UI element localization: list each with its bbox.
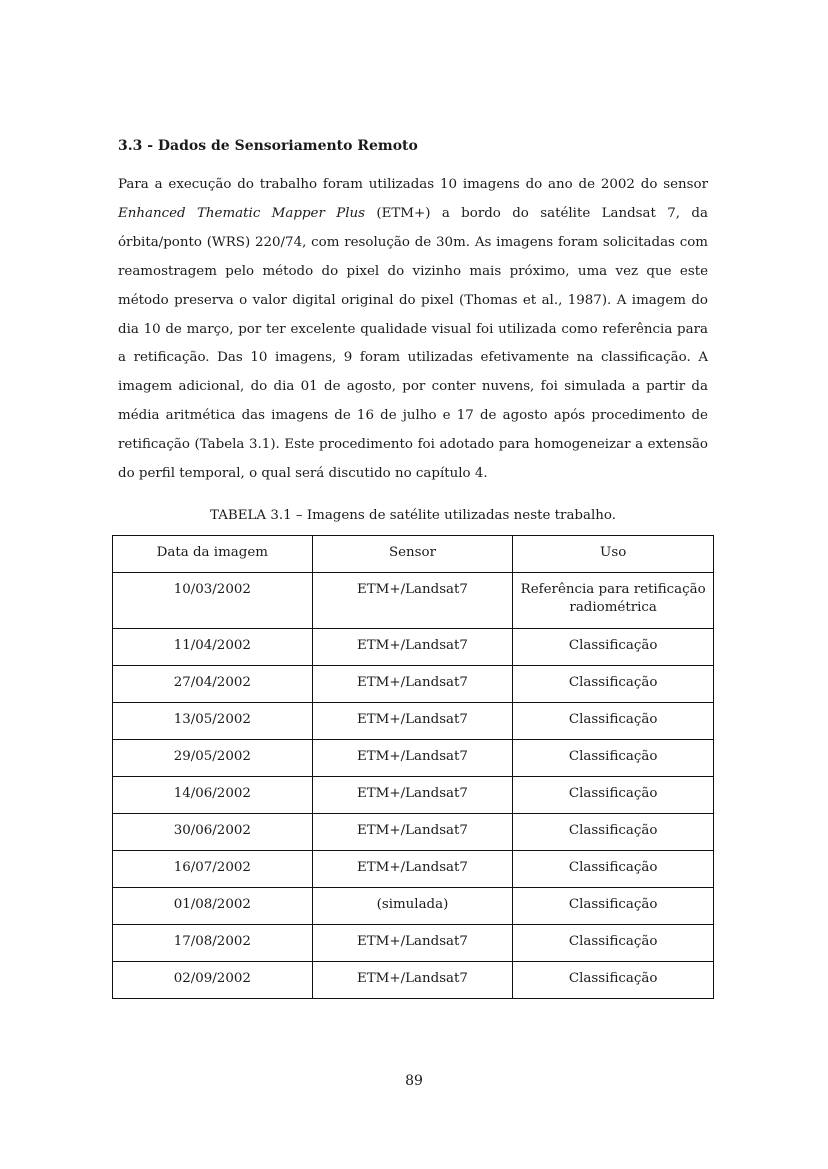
paragraph-text-rest: (ETM+) a bordo do satélite Landsat 7, da órbita/ponto (WRS) 220/74, com resolução de 30m. As imagens foram solicitadas com reamostragem pelo método do pixel do vizinho mais próximo, uma vez que este método preserva o valor digital original do pixel (Thomas et al., 1987). A imagem do dia 10 de março, por ter excelente qualidade visual foi utilizada como referência para a retificação. Das 10 imagens, 9 foram utilizadas efetivamente na classificação. A imagem adicional, do dia 01 de agosto, por conter nuvens, foi simulada a partir da média aritmética das imagens de 16 de julho e 17 de agosto após procedimento de retificação (Tabela 3.1). Este procedimento foi adotado para homogeneizar a extensão do perfil temporal, o qual será discutido no capítulo 4.: [118, 205, 708, 482]
table-row: [113, 703, 714, 740]
sensor-name-italic: Enhanced Thematic Mapper Plus: [118, 205, 366, 221]
cell-use: Classificação: [513, 962, 714, 999]
cell-use: Classificação: [513, 888, 714, 925]
cell-sensor: (simulada): [312, 888, 513, 925]
cell-date: 30/06/2002: [113, 814, 313, 851]
table-row: [113, 925, 714, 962]
cell-use: Classificação: [513, 703, 714, 740]
table-row: [113, 777, 714, 814]
cell-date: 17/08/2002: [113, 925, 313, 962]
cell-date: 13/05/2002: [113, 703, 313, 740]
cell-use: Classificação: [513, 925, 714, 962]
header-use: Uso: [513, 536, 714, 573]
table-row: [113, 740, 714, 777]
cell-sensor: ETM+/Landsat7: [312, 573, 513, 629]
cell-sensor: ETM+/Landsat7: [312, 814, 513, 851]
cell-use: Referência para retificação radiométrica: [513, 573, 714, 629]
cell-date: 29/05/2002: [113, 740, 313, 777]
cell-sensor: ETM+/Landsat7: [312, 703, 513, 740]
table-row: [113, 666, 714, 703]
cell-sensor: ETM+/Landsat7: [312, 740, 513, 777]
table-header-row: [113, 536, 714, 573]
satellite-images-table: [112, 535, 714, 999]
table-row: [113, 888, 714, 925]
cell-use: Classificação: [513, 666, 714, 703]
table-row: [113, 962, 714, 999]
cell-use: Classificação: [513, 851, 714, 888]
table-caption: TABELA 3.1 – Imagens de satélite utilizadas neste trabalho.: [210, 508, 616, 523]
cell-date: 27/04/2002: [113, 666, 313, 703]
cell-sensor: ETM+/Landsat7: [312, 666, 513, 703]
cell-date: 14/06/2002: [113, 777, 313, 814]
cell-date: 10/03/2002: [113, 573, 313, 629]
table-row: [113, 629, 714, 666]
cell-date: 16/07/2002: [113, 851, 313, 888]
cell-use: Classificação: [513, 777, 714, 814]
cell-sensor: ETM+/Landsat7: [312, 777, 513, 814]
header-sensor: Sensor: [312, 536, 513, 573]
table-row: [113, 851, 714, 888]
table-row: [113, 573, 714, 629]
header-date: Data da imagem: [113, 536, 313, 573]
cell-date: 11/04/2002: [113, 629, 313, 666]
cell-date: 02/09/2002: [113, 962, 313, 999]
cell-sensor: ETM+/Landsat7: [312, 851, 513, 888]
cell-date: 01/08/2002: [113, 888, 313, 925]
page-number: 89: [405, 1073, 423, 1089]
paragraph-text-start: Para a execução do trabalho foram utilizadas 10 imagens do ano de 2002 do sensor: [118, 177, 708, 192]
cell-sensor: ETM+/Landsat7: [312, 629, 513, 666]
cell-use: Classificação: [513, 629, 714, 666]
section-heading: 3.3 - Dados de Sensoriamento Remoto: [118, 138, 418, 154]
cell-use: Classificação: [513, 814, 714, 851]
body-paragraph: [118, 171, 708, 489]
cell-sensor: ETM+/Landsat7: [312, 962, 513, 999]
cell-sensor: ETM+/Landsat7: [312, 925, 513, 962]
cell-use: Classificação: [513, 740, 714, 777]
table-row: [113, 814, 714, 851]
